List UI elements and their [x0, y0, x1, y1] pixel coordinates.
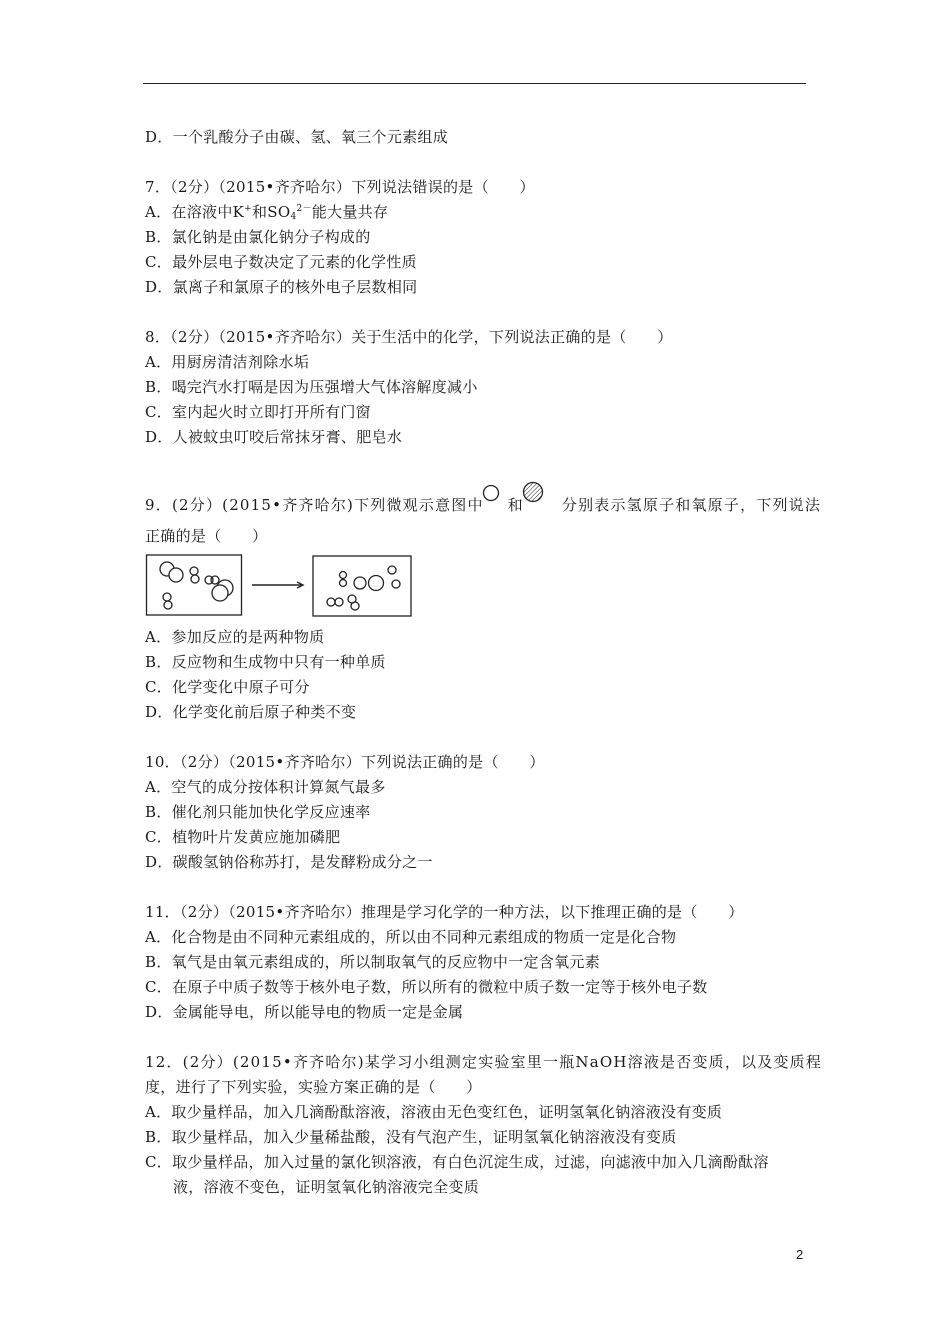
q10-option-a: A．空气的成分按体积计算氮气最多	[145, 778, 386, 796]
q12-stem-line1: 12．(2分）(2015•齐齐哈尔)某学习小组测定实验室里一瓶NaOH溶液是否变质，以及变质程	[145, 1053, 823, 1071]
q12-option-a: A．取少量样品，加入几滴酚酞溶液，溶液由无色变红色，证明氢氧化钠溶液没有变质	[145, 1103, 723, 1121]
q9-option-b: B．反应物和生成物中只有一种单质	[145, 653, 386, 671]
q12-option-c-line2: 液，溶液不变色，证明氢氧化钠溶液完全变质	[173, 1178, 480, 1196]
q11-option-b: B．氧气是由氧元素组成的，所以制取氧气的反应物中一定含氧元素	[145, 953, 601, 971]
q11-stem: 11．（2分）（2015•齐齐哈尔）推理是学习化学的一种方法，以下推理正确的是（ ）	[145, 903, 744, 921]
q10-option-d: D．碳酸氢钠俗称苏打，是发酵粉成分之一	[145, 853, 433, 871]
q10-option-c: C．植物叶片发黄应施加磷肥	[145, 828, 341, 846]
q10-stem: 10．（2分）（2015•齐齐哈尔）下列说法正确的是（ ）	[145, 753, 545, 771]
prev-option-d: D．一个乳酸分子由碳、氢、氧三个元素组成	[145, 128, 449, 146]
q12-stem-line2: 度，进行了下列实验，实验方案正确的是（ ）	[145, 1078, 482, 1096]
q9-stem-line2: 正确的是（ ）	[145, 527, 268, 545]
q11-option-c: C．在原子中质子数等于核外电子数，所以所有的微粒中质子数一定等于核外电子数	[145, 978, 708, 996]
q7-stem: 7．（2分）（2015•齐齐哈尔）下列说法错误的是（ ）	[145, 178, 535, 196]
q7-option-d: D．氯离子和氯原子的核外电子层数相同	[145, 278, 418, 296]
q7-option-b: B．氯化钠是由氯化钠分子构成的	[145, 228, 371, 246]
q8-option-b: B．喝完汽水打嗝是因为压强增大气体溶解度减小	[145, 378, 478, 396]
q12-option-b: B．取少量样品，加入少量稀盐酸，没有气泡产生，证明氢氧化钠溶液没有变质	[145, 1128, 677, 1146]
q8-option-d: D．人被蚊虫叮咬后常抹牙膏、肥皂水	[145, 428, 403, 446]
header-rule	[143, 83, 806, 84]
reaction-diagram	[145, 553, 420, 619]
q9-option-c: C．化学变化中原子可分	[145, 678, 310, 696]
products-box	[313, 556, 411, 616]
hydrogen-atom-icon	[482, 484, 500, 502]
oxygen-atom-icon	[522, 481, 544, 503]
q8-stem: 8．（2分）（2015•齐齐哈尔）关于生活中的化学，下列说法正确的是（ ）	[145, 328, 673, 346]
q7-option-c: C．最外层电子数决定了元素的化学性质	[145, 253, 417, 271]
q10-option-b: B．催化剂只能加快化学反应速率	[145, 803, 371, 821]
q8-option-a: A．用厨房清洁剂除水垢	[145, 353, 310, 371]
q9-option-a: A．参加反应的是两种物质	[145, 628, 325, 646]
page-number: 2	[796, 1247, 804, 1262]
q8-option-c: C．室内起火时立即打开所有门窗	[145, 403, 371, 421]
q12-option-c-line1: C．取少量样品，加入过量的氯化钡溶液，有白色沉淀生成，过滤，向滤液中加入几滴酚酞溶	[145, 1153, 769, 1171]
q11-option-a: A．化合物是由不同种元素组成的，所以由不同种元素组成的物质一定是化合物	[145, 928, 677, 946]
q11-option-d: D．金属能导电，所以能导电的物质一定是金属	[145, 1003, 464, 1021]
q9-option-d: D．化学变化前后原子种类不变	[145, 703, 357, 721]
q7-option-a: A．在溶液中K+和$SO_4^{2-}$能大量共存	[145, 203, 389, 222]
q9-stem-line1: 9．(2分）(2015•齐齐哈尔)下列微观示意图中 和 分别表示氢原子和氧原子，下列说法	[145, 496, 822, 514]
